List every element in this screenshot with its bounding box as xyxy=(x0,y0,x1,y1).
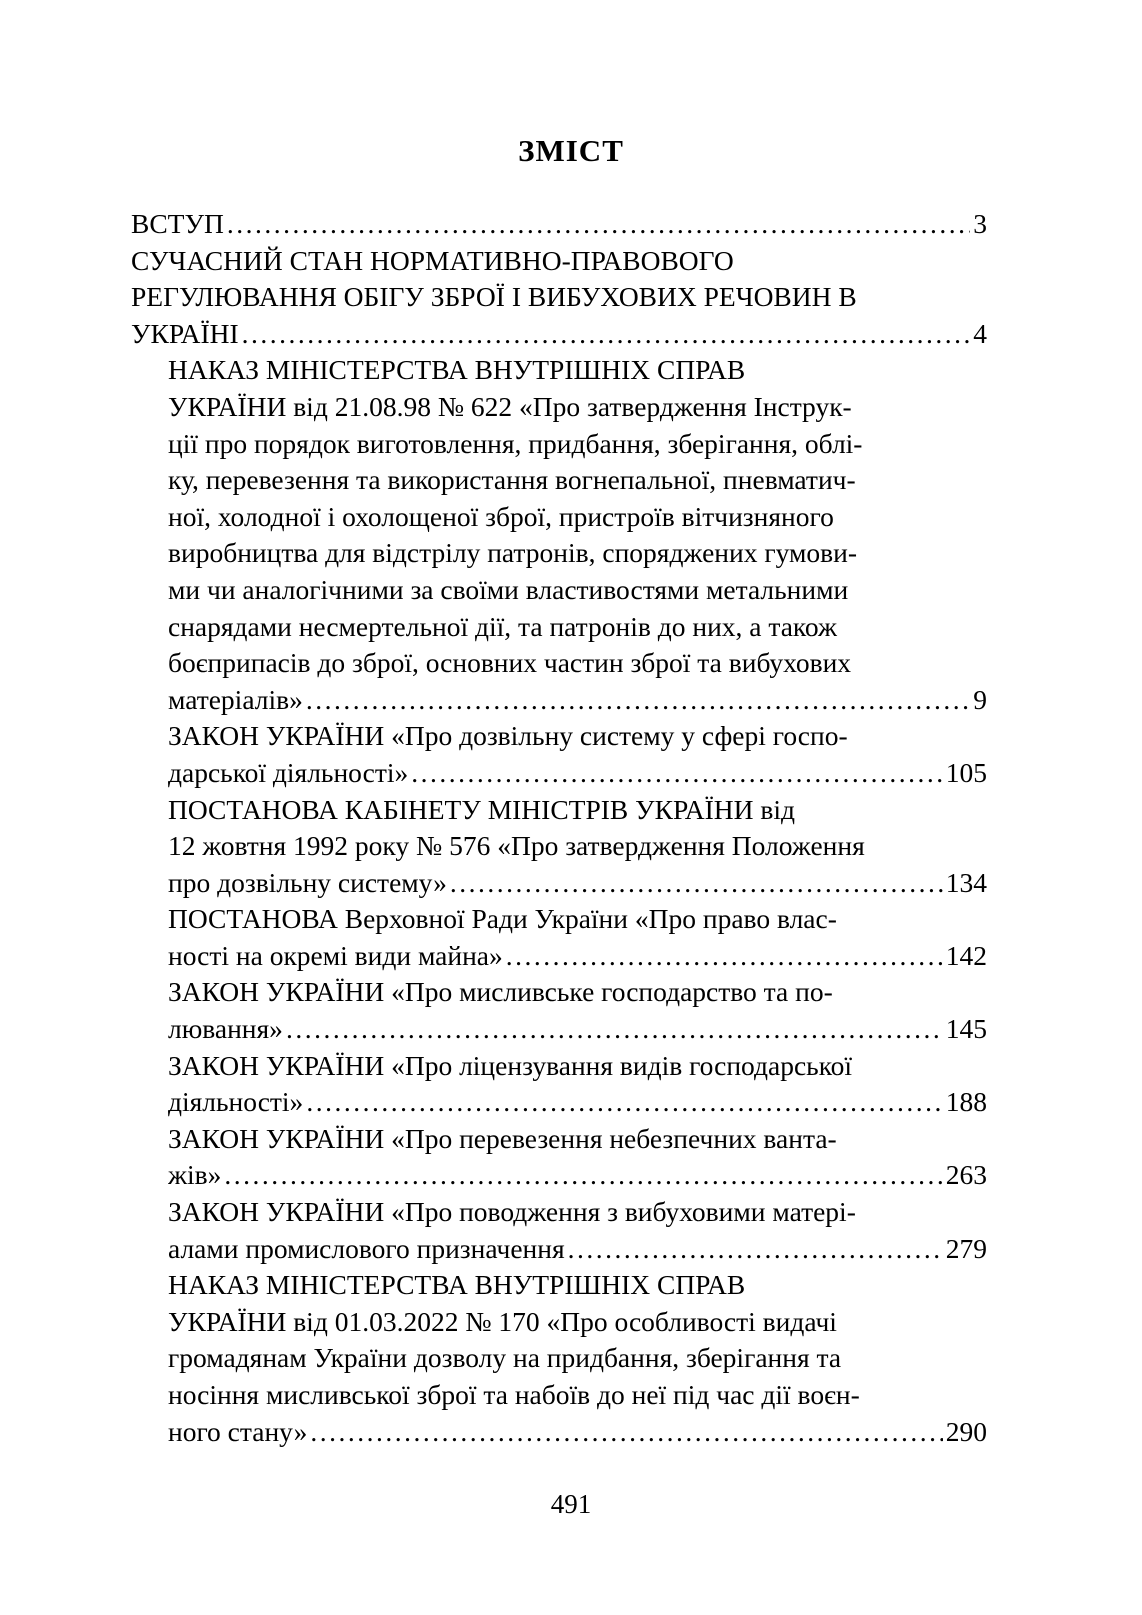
toc-page-ref: 105 xyxy=(945,756,987,788)
toc-entry-text: матеріалів» xyxy=(168,683,303,715)
toc-entry-text: виробництва для відстрілу патронів, споряджених гумови- xyxy=(168,537,858,569)
toc-entry-text: ЗАКОН УКРАЇНИ «Про дозвільну систему у сфері госпо- xyxy=(168,720,848,752)
toc-entry-text: ЗАКОН УКРАЇНИ «Про перевезення небезпечних ванта- xyxy=(168,1122,837,1154)
toc-entry xyxy=(131,792,987,902)
dot-leader xyxy=(568,1231,943,1268)
toc-entry xyxy=(131,1194,987,1267)
toc-entry-text: снарядами несмертельної дії, та патронів до них, а також xyxy=(168,610,837,642)
toc-entry-text: УКРАЇНИ від 21.08.98 № 622 «Про затвердження Інструк- xyxy=(168,390,852,422)
toc-entry-text: про дозвільну систему» xyxy=(168,866,447,898)
toc-entry-text: СУЧАСНИЙ СТАН НОРМАТИВНО-ПРАВОВОГО xyxy=(131,244,734,276)
toc-entry-text: ВСТУП xyxy=(131,208,224,239)
toc-entry-text: ЗАКОН УКРАЇНИ «Про мисливське господарство та по- xyxy=(168,976,833,1008)
dot-leader xyxy=(506,938,943,975)
page-number: 491 xyxy=(550,1489,592,1519)
toc-entry-text: боєприпасів до зброї, основних частин зброї та вибухових xyxy=(168,647,852,679)
toc-entry-text: 12 жовтня 1992 року № 576 «Про затвердження Положення xyxy=(168,830,865,862)
toc-page-ref: 279 xyxy=(945,1232,987,1264)
toc-entry xyxy=(131,1267,987,1450)
toc-entry-text: громадянам України дозволу на придбання, зберігання та xyxy=(168,1342,842,1374)
dot-leader xyxy=(450,865,943,902)
toc-list xyxy=(131,206,987,1450)
toc-entry xyxy=(131,1048,987,1121)
page-title: ЗМІСТ xyxy=(518,133,624,168)
dot-leader xyxy=(411,755,943,792)
toc-entry-text: НАКАЗ МІНІСТЕРСТВА ВНУТРІШНІХ СПРАВ xyxy=(168,354,746,386)
toc-entry-text: РЕГУЛЮВАННЯ ОБІГУ ЗБРОЇ І ВИБУХОВИХ РЕЧОВИН В xyxy=(131,281,857,313)
toc-page-ref: 3 xyxy=(973,208,987,239)
toc-entry-text: дарської діяльності» xyxy=(168,756,409,788)
toc-entry xyxy=(131,352,987,718)
toc-entry-text: ку, перевезення та використання вогнепальної, пневматич- xyxy=(168,464,856,496)
toc-entry-text: ції про порядок виготовлення, придбання, зберігання, облі- xyxy=(168,427,863,459)
toc-page-ref: 9 xyxy=(973,683,987,715)
toc-entry-text: УКРАЇНИ від 01.03.2022 № 170 «Про особливості видачі xyxy=(168,1305,837,1337)
dot-leader xyxy=(242,316,971,353)
toc-page-ref: 263 xyxy=(945,1159,987,1191)
toc-entry xyxy=(131,243,987,353)
toc-entry-text: УКРАЇНІ xyxy=(131,317,239,349)
toc-entry-text: ЗАКОН УКРАЇНИ «Про поводження з вибуховими матері- xyxy=(168,1196,856,1228)
toc-entry-text: ного стану» xyxy=(168,1415,308,1447)
toc-entry-text: ності на окремі види майна» xyxy=(168,939,503,971)
toc-entry-text: ПОСТАНОВА Верховної Ради України «Про право влас- xyxy=(168,903,837,935)
toc-entry xyxy=(131,206,987,243)
toc-entry-text: алами промислового призначення xyxy=(168,1232,565,1264)
toc-page-ref: 134 xyxy=(945,866,987,898)
toc-entry-text: жів» xyxy=(168,1159,222,1191)
toc-entry xyxy=(131,974,987,1047)
toc-entry xyxy=(131,901,987,974)
toc-page-ref: 188 xyxy=(945,1086,987,1118)
dot-leader xyxy=(306,1084,942,1121)
toc-entry-text: НАКАЗ МІНІСТЕРСТВА ВНУТРІШНІХ СПРАВ xyxy=(168,1269,746,1301)
toc-page-ref: 145 xyxy=(945,1013,987,1045)
toc-entry-text: ПОСТАНОВА КАБІНЕТУ МІНІСТРІВ УКРАЇНИ від xyxy=(168,793,795,825)
toc-entry xyxy=(131,1121,987,1194)
toc-page-ref: 4 xyxy=(973,317,987,349)
dot-leader xyxy=(227,206,970,243)
toc-entry-text: ЗАКОН УКРАЇНИ «Про ліцензування видів господарської xyxy=(168,1049,853,1081)
dot-leader xyxy=(306,682,970,719)
toc-entry-text: ної, холодної і охолощеної зброї, пристроїв вітчизняного xyxy=(168,500,834,532)
toc-entry-text: лювання» xyxy=(168,1013,283,1045)
toc-page-ref: 142 xyxy=(945,939,987,971)
toc-entry xyxy=(131,718,987,791)
dot-leader xyxy=(286,1011,943,1048)
toc-entry-text: діяльності» xyxy=(168,1086,304,1118)
dot-leader xyxy=(310,1414,942,1451)
toc-page-ref: 290 xyxy=(945,1415,987,1447)
toc-entry-text: носіння мисливської зброї та набоїв до неї під час дії воєн- xyxy=(168,1379,860,1410)
toc-entry-text: ми чи аналогічними за своїми властивостями метальними xyxy=(168,573,849,605)
dot-leader xyxy=(224,1157,942,1194)
